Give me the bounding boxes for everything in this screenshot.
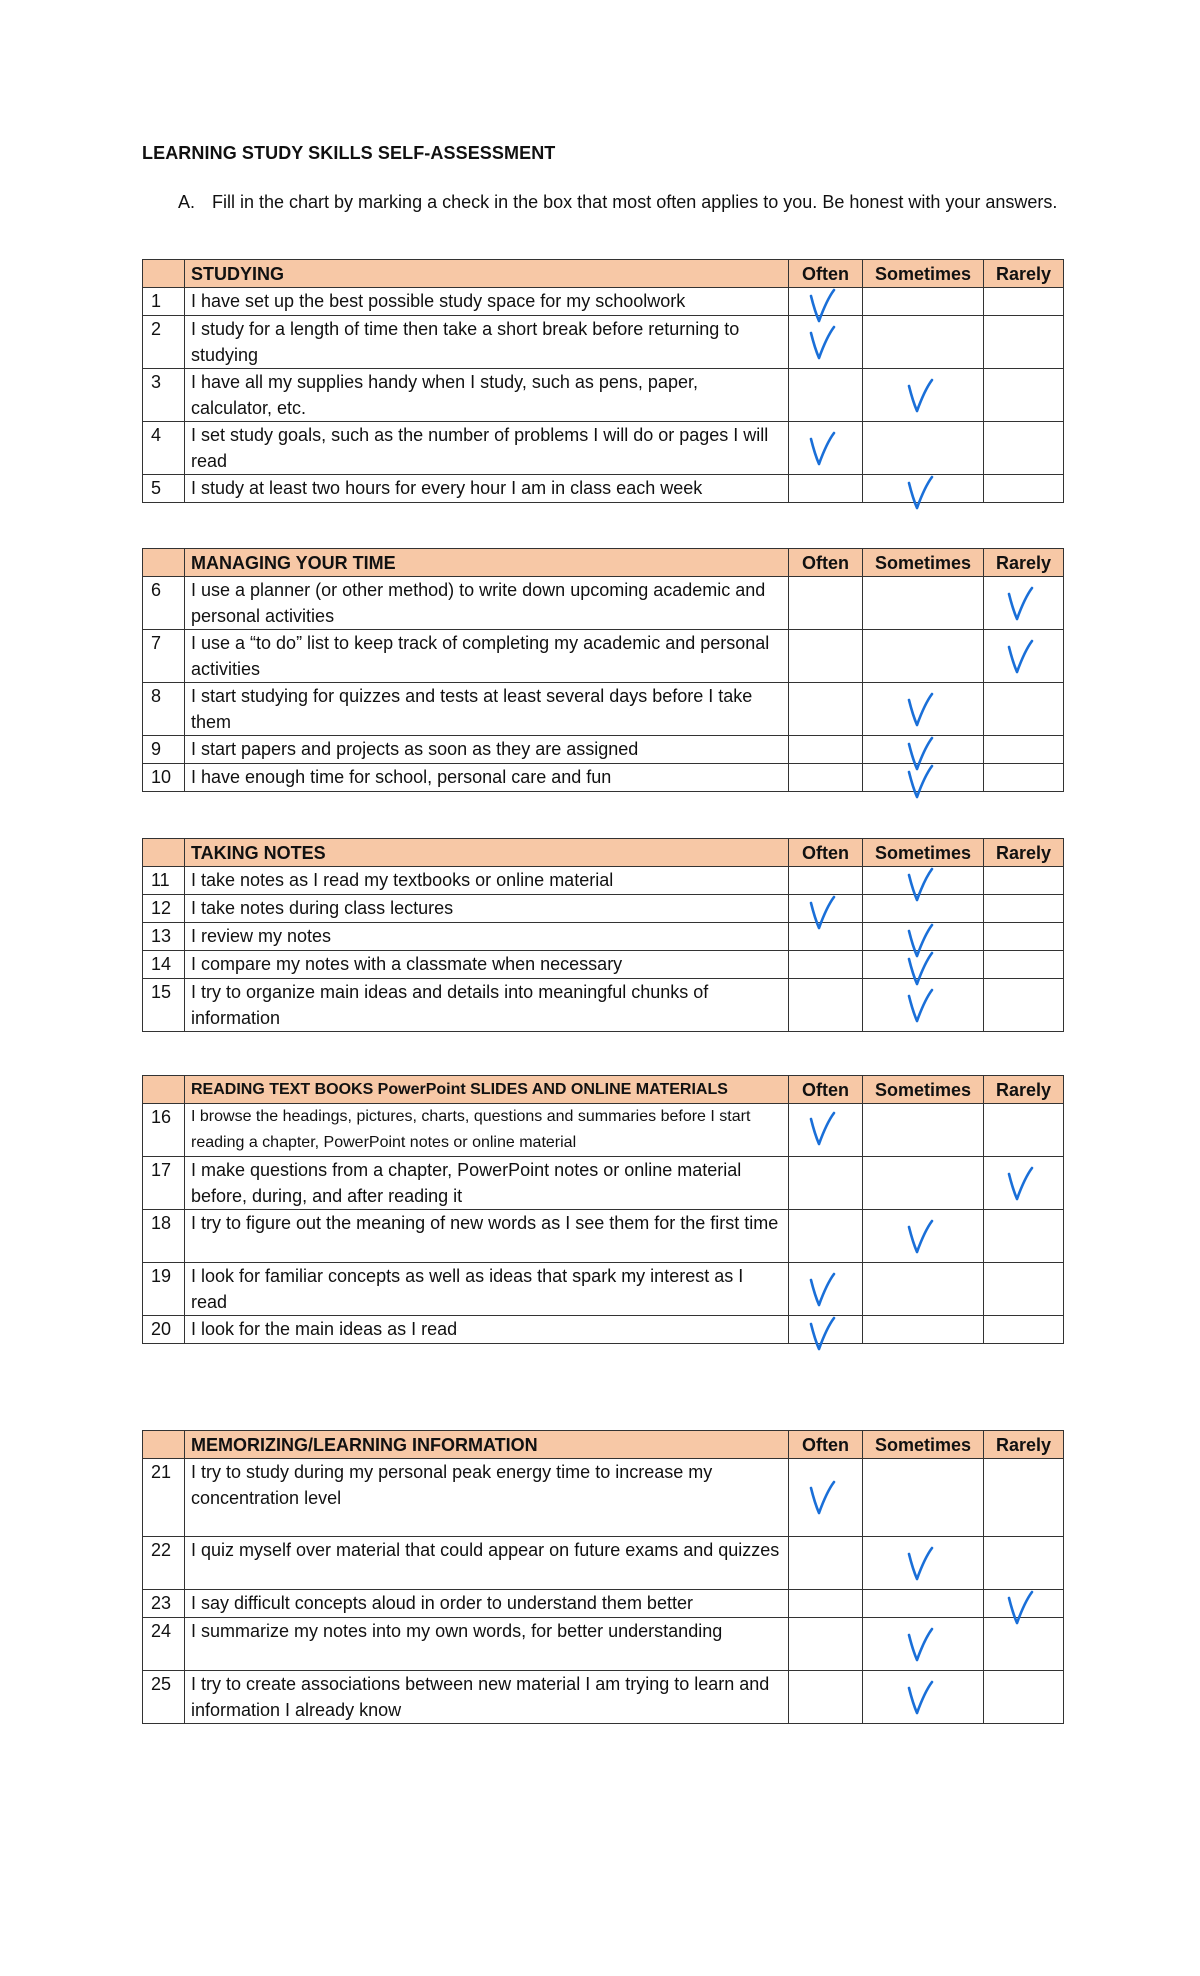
- table-row: [143, 923, 1064, 951]
- item-statement: I start studying for quizzes and tests at least several days before I take them: [185, 683, 789, 736]
- assessment-table: [142, 548, 1064, 792]
- checkbox-cell-often[interactable]: [789, 764, 863, 792]
- column-header-sometimes: Sometimes: [863, 549, 984, 577]
- table-row: [143, 1618, 1064, 1671]
- item-statement: I try to figure out the meaning of new words as I see them for the first time: [185, 1210, 789, 1263]
- checkbox-cell-sometimes[interactable]: [863, 1210, 984, 1263]
- checkbox-cell-rarely[interactable]: [984, 475, 1064, 503]
- checkbox-cell-often[interactable]: [789, 630, 863, 683]
- checkbox-cell-rarely[interactable]: [984, 1537, 1064, 1590]
- item-statement: I say difficult concepts aloud in order to understand them better: [185, 1590, 789, 1618]
- checkbox-cell-often[interactable]: [789, 577, 863, 630]
- table-row: [143, 1671, 1064, 1724]
- page-title: LEARNING STUDY SKILLS SELF-ASSESSMENT: [142, 143, 556, 163]
- checkbox-cell-rarely[interactable]: [984, 951, 1064, 979]
- checkbox-cell-rarely[interactable]: [984, 577, 1064, 630]
- item-number: 8: [143, 683, 185, 736]
- item-number: 16: [143, 1104, 185, 1157]
- column-header-sometimes: Sometimes: [863, 1431, 984, 1459]
- checkbox-cell-often[interactable]: [789, 1459, 863, 1537]
- checkbox-cell-rarely[interactable]: [984, 1590, 1064, 1618]
- assessment-table: [142, 1430, 1064, 1724]
- header-number-cell: [143, 839, 185, 867]
- item-number: 9: [143, 736, 185, 764]
- checkmark-icon: [906, 1680, 936, 1716]
- item-number: 15: [143, 979, 185, 1032]
- table-row: [143, 895, 1064, 923]
- table-row: [143, 979, 1064, 1032]
- column-header-rarely: Rarely: [984, 1431, 1064, 1459]
- checkbox-cell-rarely[interactable]: [984, 1316, 1064, 1344]
- checkbox-cell-often[interactable]: [789, 288, 863, 316]
- section-heading: READING TEXT BOOKS PowerPoint SLIDES AND ONLINE MATERIALS: [185, 1076, 789, 1104]
- checkmark-icon: [808, 1111, 838, 1147]
- checkmark-icon: [808, 1316, 838, 1352]
- item-number: 6: [143, 577, 185, 630]
- item-statement: I set study goals, such as the number of problems I will do or pages I will read: [185, 422, 789, 475]
- checkbox-cell-rarely[interactable]: [984, 867, 1064, 895]
- assessment-table: [142, 259, 1064, 503]
- table-row: [143, 1157, 1064, 1210]
- column-header-sometimes: Sometimes: [863, 839, 984, 867]
- table-header-row: [143, 1431, 1064, 1459]
- item-number: 22: [143, 1537, 185, 1590]
- checkbox-cell-often[interactable]: [789, 1671, 863, 1724]
- table-row: [143, 316, 1064, 369]
- checkbox-cell-sometimes[interactable]: [863, 369, 984, 422]
- checkmark-icon: [808, 1272, 838, 1308]
- checkbox-cell-rarely[interactable]: [984, 923, 1064, 951]
- checkbox-cell-sometimes[interactable]: [863, 951, 984, 979]
- checkmark-icon: [906, 692, 936, 728]
- item-number: 18: [143, 1210, 185, 1263]
- checkbox-cell-sometimes[interactable]: [863, 1618, 984, 1671]
- checkbox-cell-sometimes[interactable]: [863, 1263, 984, 1316]
- checkbox-cell-rarely[interactable]: [984, 422, 1064, 475]
- checkbox-cell-often[interactable]: [789, 736, 863, 764]
- checkmark-icon: [906, 764, 936, 800]
- item-number: 5: [143, 475, 185, 503]
- checkbox-cell-sometimes[interactable]: [863, 316, 984, 369]
- checkbox-cell-sometimes[interactable]: [863, 736, 984, 764]
- checkbox-cell-rarely[interactable]: [984, 630, 1064, 683]
- table-row: [143, 577, 1064, 630]
- table-row: [143, 630, 1064, 683]
- table-header-row: [143, 549, 1064, 577]
- table-row: [143, 422, 1064, 475]
- column-header-sometimes: Sometimes: [863, 260, 984, 288]
- assessment-table: [142, 838, 1064, 1032]
- column-header-often: Often: [789, 549, 863, 577]
- checkbox-cell-rarely[interactable]: [984, 1210, 1064, 1263]
- instruction-text: Fill in the chart by marking a check in the box that most often applies to you. Be honest with your answers.: [212, 192, 1058, 212]
- checkbox-cell-often[interactable]: [789, 895, 863, 923]
- column-header-often: Often: [789, 260, 863, 288]
- item-number: 20: [143, 1316, 185, 1344]
- table-row: [143, 1316, 1064, 1344]
- item-statement: I use a “to do” list to keep track of completing my academic and personal activities: [185, 630, 789, 683]
- header-number-cell: [143, 549, 185, 577]
- column-header-often: Often: [789, 1431, 863, 1459]
- item-statement: I have set up the best possible study space for my schoolwork: [185, 288, 789, 316]
- checkbox-cell-often[interactable]: [789, 1263, 863, 1316]
- item-number: 4: [143, 422, 185, 475]
- item-statement: I look for familiar concepts as well as ideas that spark my interest as I read: [185, 1263, 789, 1316]
- checkbox-cell-often[interactable]: [789, 683, 863, 736]
- table-row: [143, 764, 1064, 792]
- checkbox-cell-rarely[interactable]: [984, 979, 1064, 1032]
- checkbox-cell-often[interactable]: [789, 923, 863, 951]
- checkbox-cell-rarely[interactable]: [984, 1671, 1064, 1724]
- item-statement: I try to organize main ideas and details into meaningful chunks of information: [185, 979, 789, 1032]
- table-row: [143, 1590, 1064, 1618]
- item-number: 14: [143, 951, 185, 979]
- header-number-cell: [143, 260, 185, 288]
- checkbox-cell-sometimes[interactable]: [863, 1316, 984, 1344]
- item-statement: I compare my notes with a classmate when necessary: [185, 951, 789, 979]
- checkmark-icon: [808, 1480, 838, 1516]
- checkbox-cell-rarely[interactable]: [984, 1104, 1064, 1157]
- checkmark-icon: [1006, 1166, 1036, 1202]
- item-number: 7: [143, 630, 185, 683]
- checkmark-icon: [906, 378, 936, 414]
- section-heading: MEMORIZING/LEARNING INFORMATION: [185, 1431, 789, 1459]
- item-number: 2: [143, 316, 185, 369]
- column-header-often: Often: [789, 1076, 863, 1104]
- instruction-marker: A.: [178, 192, 196, 212]
- item-statement: I have all my supplies handy when I study, such as pens, paper, calculator, etc.: [185, 369, 789, 422]
- item-number: 12: [143, 895, 185, 923]
- checkbox-cell-often[interactable]: [789, 475, 863, 503]
- item-statement: I study for a length of time then take a short break before returning to studying: [185, 316, 789, 369]
- checkbox-cell-sometimes[interactable]: [863, 764, 984, 792]
- checkbox-cell-often[interactable]: [789, 951, 863, 979]
- table-row: [143, 288, 1064, 316]
- column-header-rarely: Rarely: [984, 549, 1064, 577]
- item-statement: I review my notes: [185, 923, 789, 951]
- checkmark-icon: [808, 431, 838, 467]
- checkbox-cell-sometimes[interactable]: [863, 1459, 984, 1537]
- item-number: 24: [143, 1618, 185, 1671]
- section-heading: STUDYING: [185, 260, 789, 288]
- checkbox-cell-sometimes[interactable]: [863, 923, 984, 951]
- checkbox-cell-rarely[interactable]: [984, 895, 1064, 923]
- item-number: 21: [143, 1459, 185, 1537]
- checkbox-cell-sometimes[interactable]: [863, 1537, 984, 1590]
- checkmark-icon: [906, 988, 936, 1024]
- column-header-rarely: Rarely: [984, 1076, 1064, 1104]
- checkbox-cell-sometimes[interactable]: [863, 1104, 984, 1157]
- item-number: 3: [143, 369, 185, 422]
- column-header-rarely: Rarely: [984, 839, 1064, 867]
- item-number: 23: [143, 1590, 185, 1618]
- table-row: [143, 1104, 1064, 1157]
- table-header-row: [143, 260, 1064, 288]
- checkbox-cell-sometimes[interactable]: [863, 288, 984, 316]
- checkbox-cell-rarely[interactable]: [984, 1459, 1064, 1537]
- table-header-row: [143, 839, 1064, 867]
- table-row: [143, 475, 1064, 503]
- checkbox-cell-often[interactable]: [789, 1104, 863, 1157]
- table-header-row: [143, 1076, 1064, 1104]
- section-heading: TAKING NOTES: [185, 839, 789, 867]
- checkbox-cell-sometimes[interactable]: [863, 979, 984, 1032]
- item-statement: I take notes during class lectures: [185, 895, 789, 923]
- item-statement: I have enough time for school, personal care and fun: [185, 764, 789, 792]
- checkbox-cell-sometimes[interactable]: [863, 1671, 984, 1724]
- table-row: [143, 1263, 1064, 1316]
- checkbox-cell-rarely[interactable]: [984, 1618, 1064, 1671]
- instruction: [178, 187, 1058, 217]
- item-statement: I try to create associations between new material I am trying to learn and information I already know: [185, 1671, 789, 1724]
- checkbox-cell-often[interactable]: [789, 369, 863, 422]
- checkbox-cell-sometimes[interactable]: [863, 683, 984, 736]
- header-number-cell: [143, 1076, 185, 1104]
- table-row: [143, 867, 1064, 895]
- item-statement: I browse the headings, pictures, charts, questions and summaries before I start reading a chapter, PowerPoint notes or online material: [185, 1104, 789, 1157]
- checkbox-cell-often[interactable]: [789, 1590, 863, 1618]
- table-row: [143, 1459, 1064, 1537]
- checkbox-cell-rarely[interactable]: [984, 683, 1064, 736]
- checkbox-cell-rarely[interactable]: [984, 736, 1064, 764]
- assessment-table: [142, 1075, 1064, 1344]
- checkbox-cell-sometimes[interactable]: [863, 475, 984, 503]
- table-row: [143, 369, 1064, 422]
- checkbox-cell-often[interactable]: [789, 867, 863, 895]
- checkbox-cell-sometimes[interactable]: [863, 1590, 984, 1618]
- checkbox-cell-often[interactable]: [789, 1210, 863, 1263]
- table-row: [143, 1210, 1064, 1263]
- checkbox-cell-sometimes[interactable]: [863, 422, 984, 475]
- checkmark-icon: [906, 475, 936, 511]
- checkbox-cell-sometimes[interactable]: [863, 577, 984, 630]
- checkmark-icon: [1006, 586, 1036, 622]
- item-statement: I try to study during my personal peak energy time to increase my concentration level: [185, 1459, 789, 1537]
- item-number: 13: [143, 923, 185, 951]
- table-row: [143, 683, 1064, 736]
- checkbox-cell-often[interactable]: [789, 1537, 863, 1590]
- item-number: 1: [143, 288, 185, 316]
- table-row: [143, 736, 1064, 764]
- item-statement: I use a planner (or other method) to write down upcoming academic and personal activities: [185, 577, 789, 630]
- checkbox-cell-often[interactable]: [789, 1618, 863, 1671]
- item-number: 17: [143, 1157, 185, 1210]
- checkmark-icon: [906, 1219, 936, 1255]
- header-number-cell: [143, 1431, 185, 1459]
- checkmark-icon: [906, 1546, 936, 1582]
- item-number: 25: [143, 1671, 185, 1724]
- checkbox-cell-often[interactable]: [789, 979, 863, 1032]
- checkbox-cell-often[interactable]: [789, 422, 863, 475]
- checkbox-cell-rarely[interactable]: [984, 1263, 1064, 1316]
- checkbox-cell-often[interactable]: [789, 1316, 863, 1344]
- item-statement: I make questions from a chapter, PowerPoint notes or online material before, during, and after reading it: [185, 1157, 789, 1210]
- table-row: [143, 951, 1064, 979]
- item-statement: I quiz myself over material that could appear on future exams and quizzes: [185, 1537, 789, 1590]
- column-header-sometimes: Sometimes: [863, 1076, 984, 1104]
- checkbox-cell-sometimes[interactable]: [863, 1157, 984, 1210]
- item-statement: I start papers and projects as soon as they are assigned: [185, 736, 789, 764]
- checkbox-cell-sometimes[interactable]: [863, 630, 984, 683]
- table-row: [143, 1537, 1064, 1590]
- checkbox-cell-rarely[interactable]: [984, 764, 1064, 792]
- checkmark-icon: [1006, 639, 1036, 675]
- checkbox-cell-often[interactable]: [789, 1157, 863, 1210]
- checkbox-cell-often[interactable]: [789, 316, 863, 369]
- item-number: 11: [143, 867, 185, 895]
- checkbox-cell-rarely[interactable]: [984, 316, 1064, 369]
- item-statement: I take notes as I read my textbooks or online material: [185, 867, 789, 895]
- column-header-rarely: Rarely: [984, 260, 1064, 288]
- item-number: 10: [143, 764, 185, 792]
- item-statement: I summarize my notes into my own words, for better understanding: [185, 1618, 789, 1671]
- item-statement: I look for the main ideas as I read: [185, 1316, 789, 1344]
- checkbox-cell-rarely[interactable]: [984, 288, 1064, 316]
- checkmark-icon: [906, 1627, 936, 1663]
- item-statement: I study at least two hours for every hour I am in class each week: [185, 475, 789, 503]
- item-number: 19: [143, 1263, 185, 1316]
- section-heading: MANAGING YOUR TIME: [185, 549, 789, 577]
- checkbox-cell-sometimes[interactable]: [863, 867, 984, 895]
- checkbox-cell-rarely[interactable]: [984, 1157, 1064, 1210]
- checkbox-cell-rarely[interactable]: [984, 369, 1064, 422]
- column-header-often: Often: [789, 839, 863, 867]
- checkbox-cell-sometimes[interactable]: [863, 895, 984, 923]
- checkmark-icon: [808, 325, 838, 361]
